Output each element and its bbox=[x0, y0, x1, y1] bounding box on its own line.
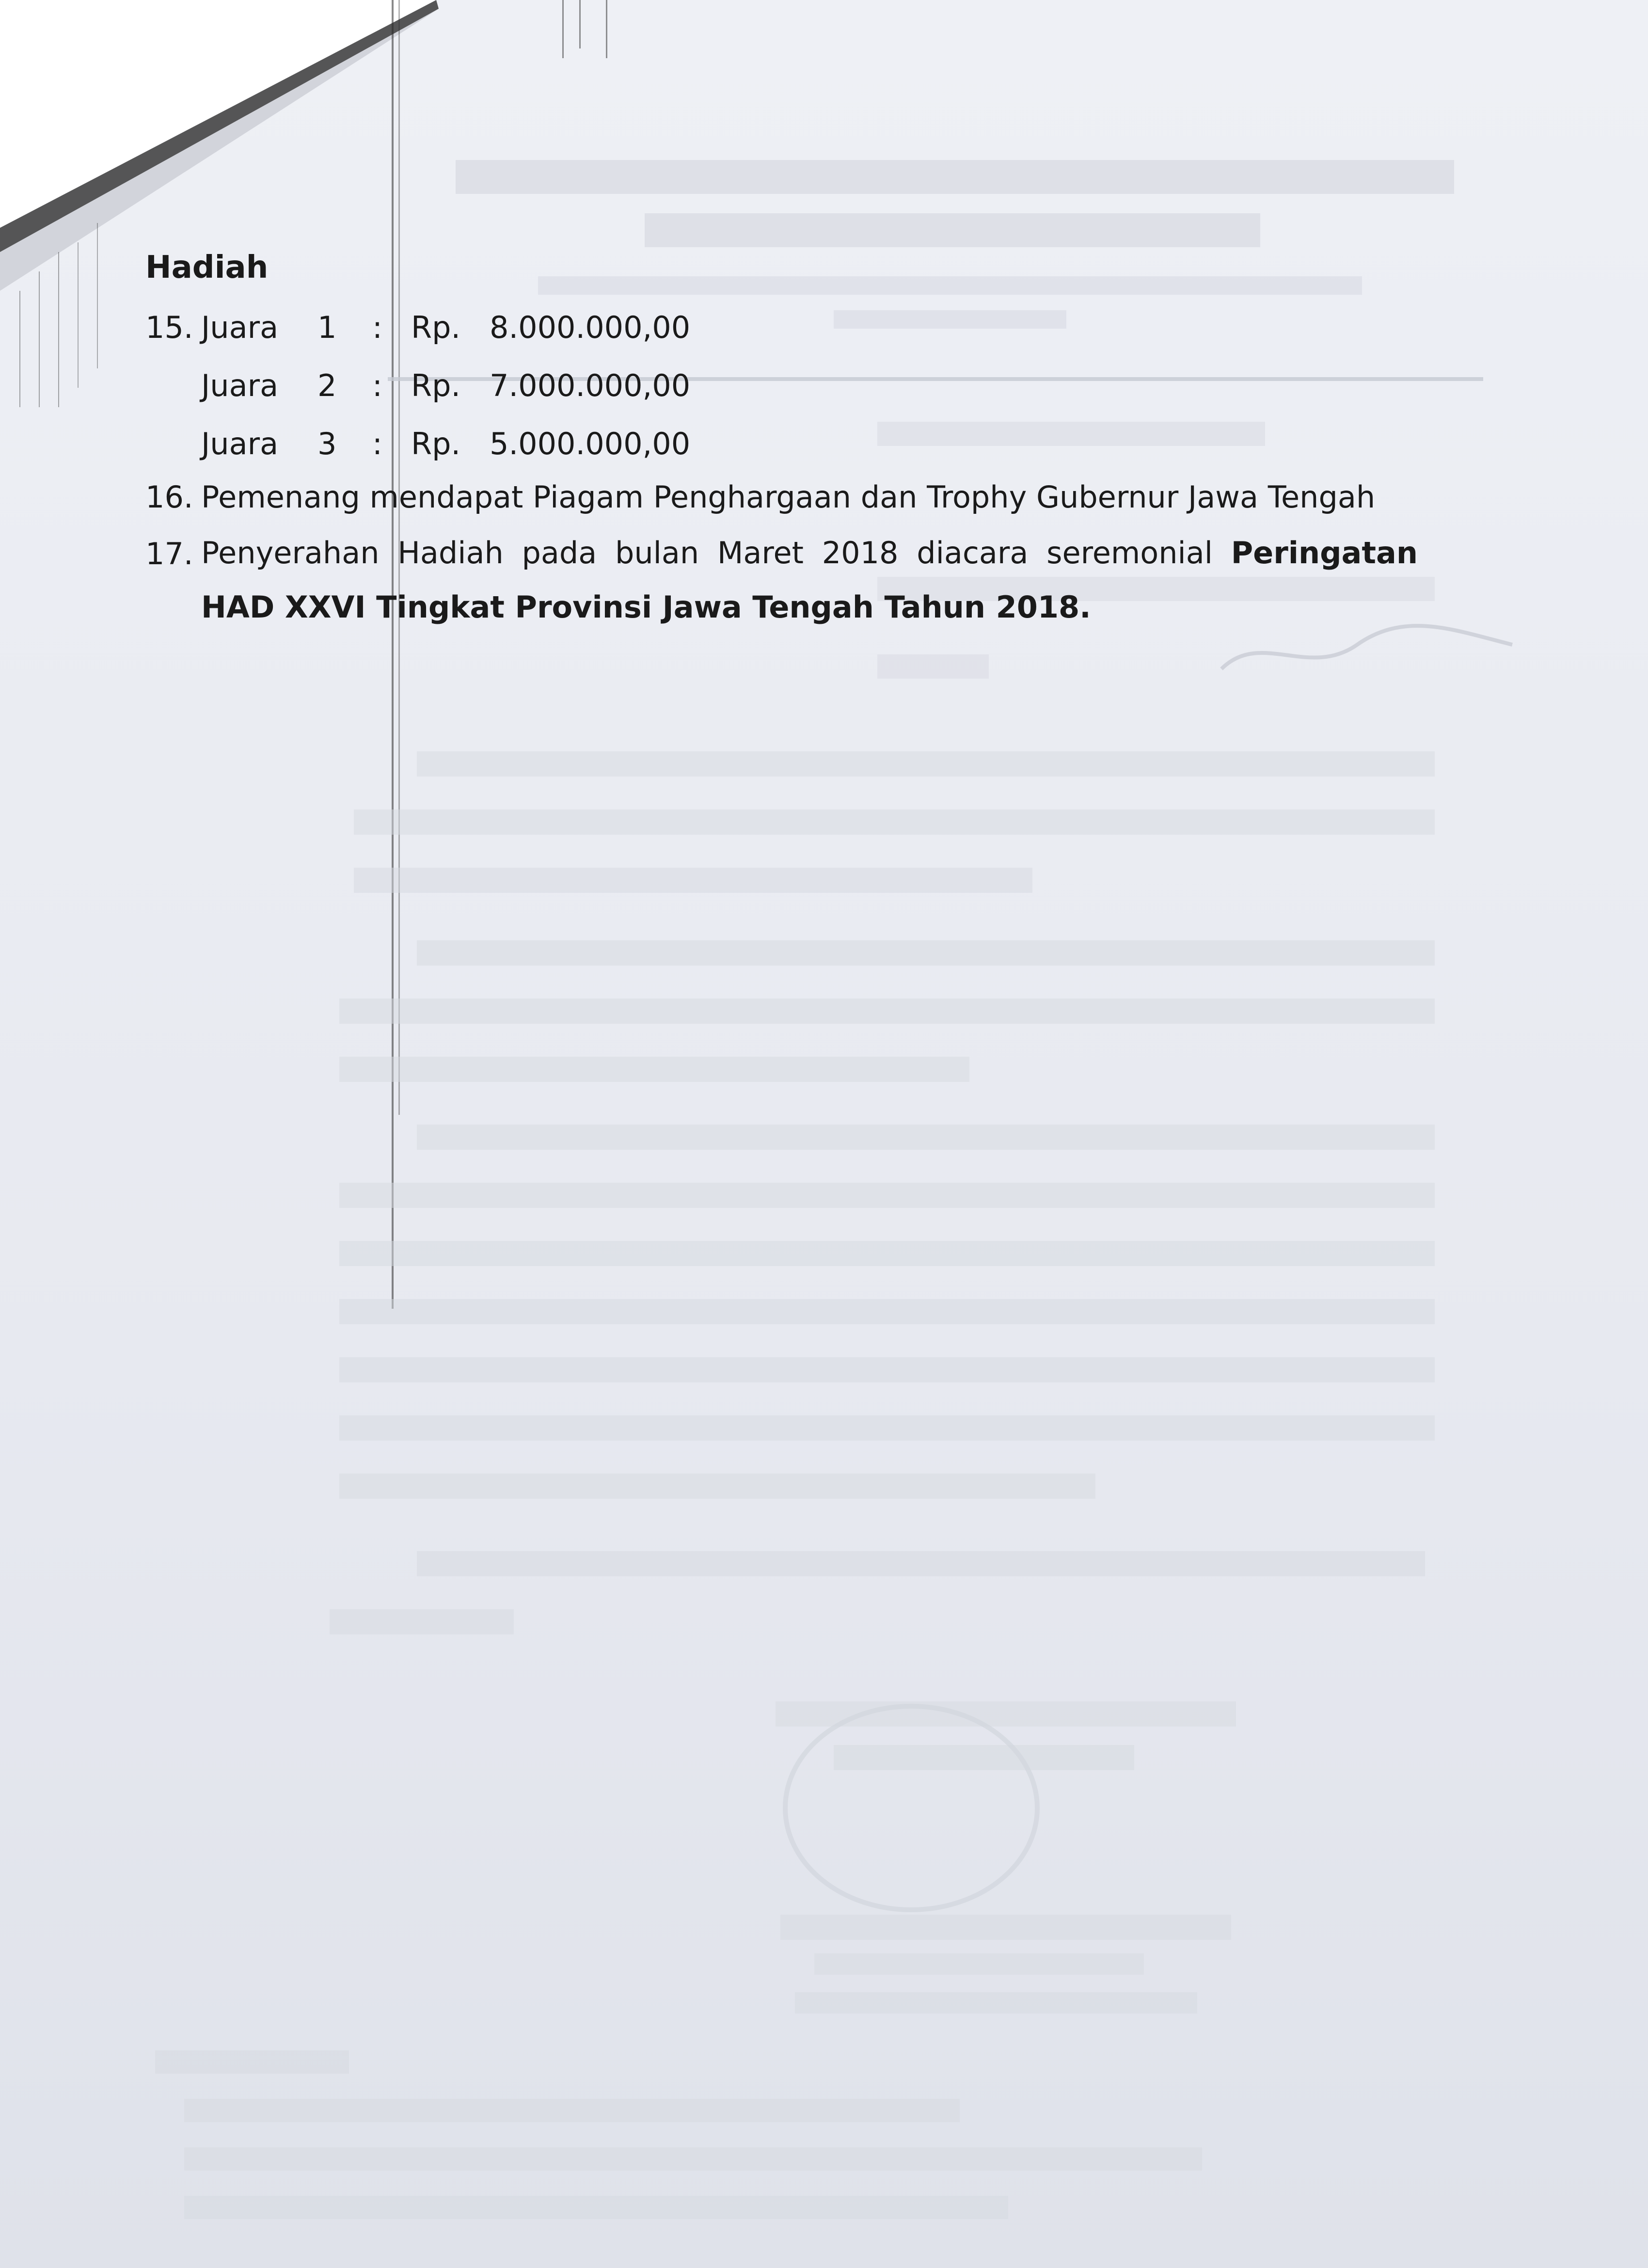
prize-currency: Rp. bbox=[411, 368, 461, 403]
prize-rank: 2 bbox=[317, 368, 337, 403]
item-text: Pemenang mendapat Piagam Penghargaan dan Trophy Gubernur Jawa Tengah bbox=[201, 479, 1376, 515]
item-text-bold: Peringatan HAD XXVI Tingkat Provinsi Jawa Tengah Tahun 2018. bbox=[201, 535, 1418, 625]
prize-currency: Rp. bbox=[411, 310, 461, 345]
prize-label: Juara bbox=[201, 368, 279, 403]
prize-colon: : bbox=[372, 426, 382, 461]
prize-amount: 8.000.000,00 bbox=[490, 310, 691, 345]
prize-label: Juara bbox=[201, 310, 279, 345]
item-number: 17. bbox=[145, 536, 193, 571]
prize-amount: 5.000.000,00 bbox=[490, 426, 691, 461]
section-heading: Hadiah bbox=[145, 250, 269, 285]
item-number: 16. bbox=[145, 479, 193, 515]
prize-rank: 3 bbox=[317, 426, 337, 461]
prize-currency: Rp. bbox=[411, 426, 461, 461]
item-text bbox=[201, 526, 1418, 634]
item-text-plain: Penyerahan Hadiah pada bulan Maret 2018 diacara seremonial bbox=[201, 535, 1231, 571]
prize-colon: : bbox=[372, 368, 382, 403]
item-number: 15. bbox=[145, 310, 193, 345]
prize-rank: 1 bbox=[317, 310, 337, 345]
prize-label: Juara bbox=[201, 426, 279, 461]
prize-colon: : bbox=[372, 310, 382, 345]
prize-amount: 7.000.000,00 bbox=[490, 368, 691, 403]
